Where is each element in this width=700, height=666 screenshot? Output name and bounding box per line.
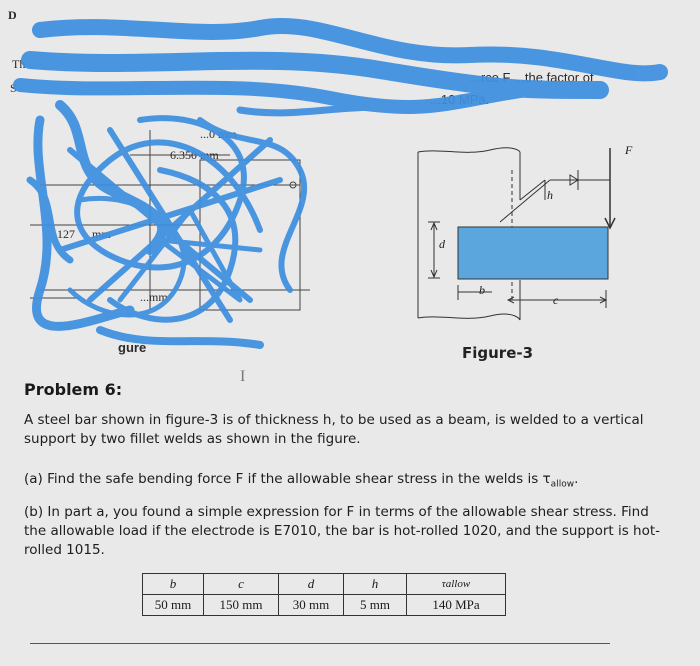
label-F: F bbox=[625, 143, 633, 157]
dim-mm-label: mm bbox=[92, 227, 111, 241]
header-c: c bbox=[204, 574, 279, 595]
value-c: 150 mm bbox=[204, 595, 279, 616]
label-h: h bbox=[547, 188, 553, 202]
table-row bbox=[143, 595, 506, 616]
bottom-divider bbox=[30, 643, 610, 644]
problem-intro: A steel bar shown in figure-3 is of thickness h, to be used as a beam, is welded to a vertical support by two fillet welds as shown in the figure. bbox=[24, 412, 644, 447]
part-a-text bbox=[24, 470, 664, 495]
header-tau-allow: τallow bbox=[407, 574, 506, 595]
dim-6350-label: 6.350 mm bbox=[170, 148, 219, 162]
dim-top-label: ...0 mm bbox=[200, 127, 237, 141]
header-h: h bbox=[344, 574, 407, 595]
problem-title: Problem 6: bbox=[24, 380, 123, 399]
label-d: d bbox=[439, 237, 445, 251]
label-c: c bbox=[553, 293, 559, 307]
header-b: b bbox=[143, 574, 204, 595]
figure-3-caption: Figure-3 bbox=[462, 344, 534, 362]
part-a-prefix: (a) Find the safe bending force F if the allowable shear stress in the welds is τ bbox=[24, 471, 551, 487]
value-h: 5 mm bbox=[344, 595, 407, 616]
table-header-row bbox=[143, 574, 506, 595]
beam-rect bbox=[458, 227, 608, 279]
value-b: 50 mm bbox=[143, 595, 204, 616]
part-a-suffix: . bbox=[574, 471, 579, 487]
tau-allow-subscript: allow bbox=[550, 479, 575, 490]
text-cursor-icon: I bbox=[240, 368, 246, 385]
left-figure-caption: gure bbox=[118, 340, 147, 355]
figure-3-drawing bbox=[410, 130, 680, 330]
value-d: 30 mm bbox=[279, 595, 344, 616]
fragment-s: S bbox=[10, 81, 17, 95]
label-b: b bbox=[479, 283, 485, 297]
fragment-th: Th bbox=[12, 57, 26, 71]
part-b-text: (b) In part a, you found a simple expression for F in terms of the allowable shear stress. Find the allowable load if the electrode is E7010, the bar is hot-rolled 1020, and the support is hot-rolled 1015. bbox=[24, 504, 661, 558]
fragment-force-factor: ...rce F ...the factor of bbox=[470, 70, 594, 85]
fragment-mpa: ...10 MPa. bbox=[430, 92, 490, 107]
dim-bottom-label: ...mm bbox=[140, 290, 168, 304]
fragment-d: D bbox=[8, 8, 17, 22]
header-d: d bbox=[279, 574, 344, 595]
parameter-table bbox=[142, 573, 506, 616]
dim-127-label: 127 bbox=[57, 227, 75, 241]
value-tau-allow: 140 MPa bbox=[407, 595, 506, 616]
